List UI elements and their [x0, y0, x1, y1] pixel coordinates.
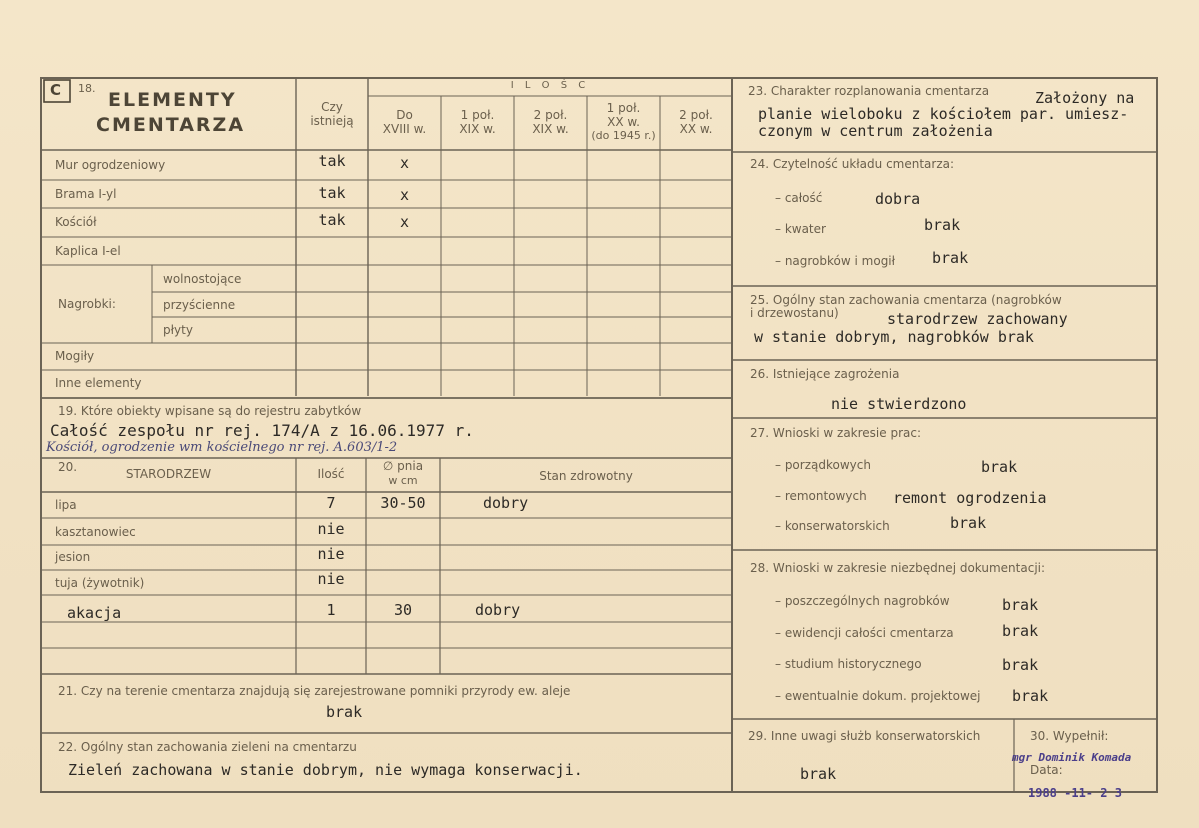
row-mark-gate: x	[399, 186, 410, 204]
period-4-l1: 1 poł.	[606, 101, 641, 115]
col-quantity: I L O Ś C	[510, 80, 590, 91]
period-2-l2: XIX w.	[459, 122, 496, 136]
monuments-value: brak	[326, 703, 363, 721]
row-mark-wall: x	[399, 154, 410, 172]
condition-label-l1: 25. Ogólny stan zachowania cmentarza (nagrobków	[750, 293, 1062, 307]
trees-col-diam-2: w cm	[388, 474, 418, 487]
docs-records-value: brak	[1002, 622, 1039, 640]
elements-title-line1: ELEMENTY	[108, 89, 237, 111]
period-5-l1: 2 poł.	[679, 108, 713, 122]
tree-4-qty: nie	[317, 570, 345, 588]
work-cleaning-label: – porządkowych	[775, 458, 871, 472]
row-label-gate: Brama I-yl	[55, 187, 117, 201]
work-conservation-value: brak	[950, 514, 987, 532]
period-4-l3: (do 1945 r.)	[591, 129, 656, 142]
readability-label: 24. Czytelność układu cmentarza:	[750, 157, 955, 171]
registry-label: 19. Które obiekty wpisane są do rejestru zabytków	[58, 404, 362, 418]
row-exists-church: tak	[318, 211, 346, 229]
filled-by-label: 30. Wypełnił:	[1030, 729, 1109, 743]
trees-col-health: Stan zdrowotny	[539, 469, 633, 483]
work-label: 27. Wnioski w zakresie prac:	[750, 426, 922, 440]
tree-1-health: dobry	[483, 494, 529, 512]
greenery-label: 22. Ogólny stan zachowania zieleni na cmentarzu	[58, 740, 357, 754]
readability-tombs-label: – nagrobków i mogił	[775, 254, 896, 268]
date-stamp: 1988 -11- 2 3	[1028, 786, 1122, 800]
work-repair-label: – remontowych	[775, 489, 867, 503]
docs-history-value: brak	[1002, 656, 1039, 674]
work-cleaning-value: brak	[981, 458, 1018, 476]
tombs-freestanding: wolnostojące	[163, 272, 242, 286]
tree-5-name: akacja	[67, 604, 122, 622]
condition-value-l2: w stanie dobrym, nagrobków brak	[754, 328, 1034, 346]
monuments-label: 21. Czy na terenie cmentarza znajdują się zarejestrowane pomniki przyrody ew. aleje	[58, 684, 571, 698]
layout-label: 23. Charakter rozplanowania cmentarza	[748, 84, 990, 98]
layout-value-l3: czonym w centrum założenia	[758, 122, 993, 140]
tree-5-health: dobry	[475, 601, 521, 619]
work-conservation-label: – konserwatorskich	[775, 519, 890, 533]
registry-handwritten: Kościół, ogrodzenie wm kościelnego nr rej. A.603/1-2	[46, 440, 398, 455]
tree-2-qty: nie	[317, 520, 345, 538]
row-label-church: Kościół	[55, 215, 97, 229]
threats-value: nie stwierdzono	[831, 395, 967, 413]
row-label-tombs: Nagrobki:	[58, 297, 116, 311]
row-label-chapel: Kaplica I-el	[55, 244, 121, 258]
remarks-value: brak	[800, 765, 837, 783]
readability-tombs-value: brak	[932, 249, 969, 267]
period-3-l2: XIX w.	[532, 122, 569, 136]
readability-quarters-value: brak	[924, 216, 961, 234]
tree-2-name: kasztanowiec	[55, 525, 136, 539]
greenery-value: Zieleń zachowana w stanie dobrym, nie wymaga konserwacji.	[68, 761, 583, 779]
readability-whole-value: dobra	[875, 190, 921, 208]
readability-quarters-label: – kwater	[775, 222, 826, 236]
tree-3-name: jesion	[55, 550, 91, 564]
tree-1-name: lipa	[55, 498, 77, 512]
tree-4-name: tuja (żywotnik)	[55, 576, 145, 590]
remarks-label: 29. Inne uwagi służb konserwatorskich	[748, 729, 981, 743]
docs-tombs-value: brak	[1002, 596, 1039, 614]
condition-value-l1: starodrzew zachowany	[887, 310, 1068, 328]
period-1-l2: XVIII w.	[382, 122, 427, 136]
period-1-l1: Do	[396, 108, 413, 122]
row-exists-wall: tak	[318, 152, 346, 170]
threats-label: 26. Istniejące zagrożenia	[750, 367, 900, 381]
tree-3-qty: nie	[317, 545, 345, 563]
col-exists-2: istnieją	[310, 114, 354, 128]
layout-value-l2: planie wieloboku z kościołem par. umiesz-	[758, 105, 1129, 123]
tree-1-qty: 7	[326, 494, 336, 512]
period-3-l1: 2 poł.	[533, 108, 568, 122]
registry-typed: Całość zespołu nr rej. 174/A z 16.06.1977 r.	[50, 421, 474, 440]
col-exists-1: Czy	[321, 100, 343, 114]
docs-tombs-label: – poszczególnych nagrobków	[775, 594, 950, 608]
tombs-slabs: płyty	[163, 323, 193, 337]
condition-label-l2: i drzewostanu)	[750, 306, 839, 320]
date-label: Data:	[1030, 763, 1063, 777]
row-label-graves: Mogiły	[55, 349, 95, 363]
row-label-other: Inne elementy	[55, 376, 142, 390]
row-label-wall: Mur ogrodzeniowy	[55, 158, 166, 172]
layout-value-l1: Założony na	[1035, 89, 1135, 107]
period-4-l2: XX w.	[607, 115, 640, 129]
tree-1-diam: 30-50	[380, 494, 426, 512]
tree-5-diam: 30	[393, 601, 413, 619]
trees-col-diam-1: ∅ pnia	[382, 459, 424, 473]
elements-title-line2: CMENTARZA	[96, 114, 246, 136]
filled-by-stamp: mgr Dominik Komada	[1012, 751, 1132, 764]
row-exists-gate: tak	[318, 184, 346, 202]
tree-5-qty: 1	[326, 601, 336, 619]
period-2-l1: 1 poł.	[460, 108, 495, 122]
docs-design-value: brak	[1012, 687, 1049, 705]
docs-label: 28. Wnioski w zakresie niezbędnej dokumentacji:	[750, 561, 1046, 575]
trees-col-qty: Ilość	[317, 467, 345, 481]
section-letter: C	[50, 81, 62, 99]
trees-section: 20.	[58, 460, 78, 474]
readability-whole-label: – całość	[775, 191, 823, 205]
row-mark-church: x	[399, 213, 410, 231]
period-5-l2: XX w.	[679, 122, 713, 136]
tombs-wall: przyścienne	[163, 298, 236, 312]
section-18-number: 18.	[78, 82, 96, 95]
docs-records-label: – ewidencji całości cmentarza	[775, 626, 954, 640]
work-repair-value: remont ogrodzenia	[893, 489, 1047, 507]
trees-title: STARODRZEW	[125, 467, 212, 481]
docs-design-label: – ewentualnie dokum. projektowej	[775, 689, 981, 703]
docs-history-label: – studium historycznego	[775, 657, 922, 671]
